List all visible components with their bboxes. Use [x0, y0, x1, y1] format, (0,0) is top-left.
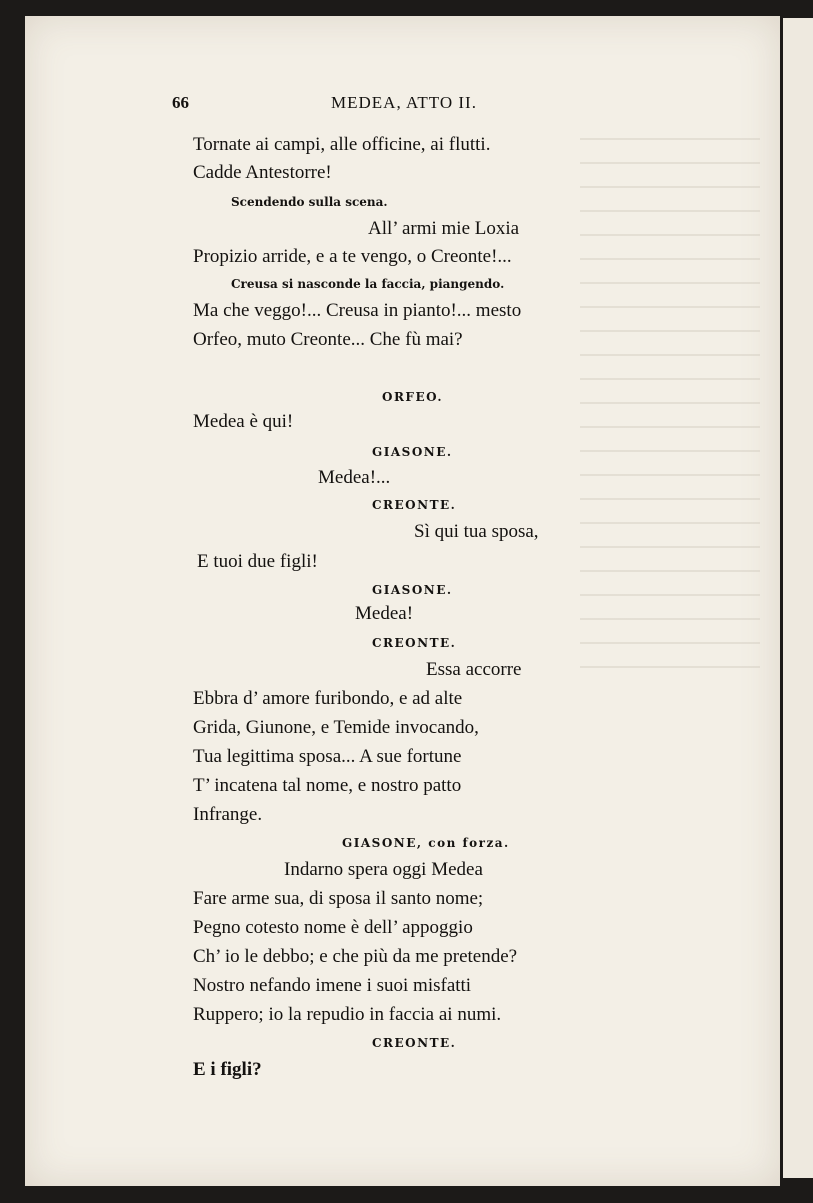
verse-line: Propizio arride, e a te vengo, o Creonte!...	[193, 246, 512, 267]
verse-line: T’ incatena tal nome, e nostro patto	[193, 775, 462, 796]
stage-direction: Creusa si nasconde la faccia, piangendo.	[231, 277, 505, 291]
verse-line: Orfeo, muto Creonte... Che fù mai?	[193, 329, 463, 350]
speaker-name: ORFEO.	[382, 390, 444, 404]
verse-line: Tua legittima sposa... A sue fortune	[193, 746, 462, 767]
stage-direction: Scendendo sulla scena.	[231, 195, 388, 209]
adjacent-page-edge	[783, 18, 813, 1178]
verse-line: Medea!...	[318, 467, 391, 488]
verse-line: Ma che veggo!... Creusa in pianto!... mesto	[193, 300, 522, 321]
speaker-name: GIASONE.	[372, 583, 453, 597]
verse-line: Fare arme sua, di sposa il santo nome;	[193, 888, 484, 909]
verse-line: Ch’ io le debbo; e che più da me pretende?	[193, 946, 518, 967]
running-header: MEDEA, ATTO II.	[331, 93, 477, 112]
speaker-name: CREONTE.	[372, 636, 457, 650]
verse-line: All’ armi mie Loxia	[368, 218, 520, 239]
verse-line: Pegno cotesto nome è dell’ appoggio	[193, 917, 473, 938]
book-page	[25, 16, 780, 1186]
verse-line: Ebbra d’ amore furibondo, e ad alte	[193, 688, 463, 709]
page-number: 66	[172, 93, 189, 112]
verse-line: Sì qui tua sposa,	[414, 521, 539, 542]
show-through-bleed	[580, 116, 760, 676]
verse-line: Infrange.	[193, 804, 263, 825]
verse-line: Cadde Antestorre!	[193, 162, 332, 183]
verse-line: E tuoi due figli!	[197, 551, 318, 572]
verse-line: Medea è qui!	[193, 411, 294, 432]
verse-line: Nostro nefando imene i suoi misfatti	[193, 975, 472, 996]
verse-line: Grida, Giunone, e Temide invocando,	[193, 717, 479, 738]
verse-line: Essa accorre	[426, 659, 522, 680]
verse-line: Tornate ai campi, alle officine, ai flutti.	[193, 134, 491, 155]
speaker-name: GIASONE.	[372, 445, 453, 459]
speaker-name: GIASONE, con forza.	[342, 836, 510, 850]
verse-line: E i figli?	[193, 1059, 262, 1080]
speaker-name: CREONTE.	[372, 1036, 457, 1050]
speaker-name: CREONTE.	[372, 498, 457, 512]
verse-line: Medea!	[355, 603, 414, 624]
verse-line: Indarno spera oggi Medea	[284, 859, 483, 880]
verse-line: Ruppero; io la repudio in faccia ai numi.	[193, 1004, 502, 1025]
